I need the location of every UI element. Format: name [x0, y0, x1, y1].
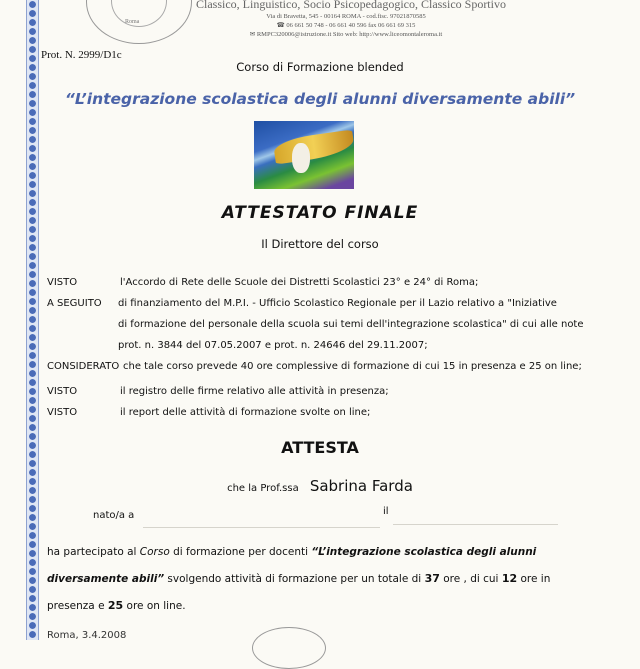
statement-text: presenza e [47, 600, 108, 612]
clause-key: A SEGUITO [47, 298, 102, 309]
school-email-web: ✉ RMPC320006@istruzione.it Sito web: http://www.liceomontaleroma.it [249, 31, 443, 38]
letterhead [196, 0, 506, 39]
person-name: Sabrina Farda [309, 477, 413, 495]
clause-text: che tale corso prevede 40 ore complessive di formazione di cui 15 in presenza e 25 on line; [123, 361, 582, 372]
clause-key: VISTO [47, 277, 78, 288]
birthdate-field [393, 524, 558, 525]
presence-hours: 12 [501, 572, 518, 585]
course-title: “L’integrazione scolastica degli alunni diversamente abili” [64, 90, 576, 108]
official-stamp [252, 627, 326, 669]
clause-key: VISTO [47, 407, 78, 418]
statement-text: ore on line. [123, 600, 186, 612]
attest-prefix: che la Prof.ssa [227, 483, 299, 494]
statement-line-2 [47, 572, 567, 585]
school-address: Via di Bravetta, 545 - 00164 ROMA - cod.fisc. 97021870585 [266, 13, 426, 20]
clause-text: prot. n. 3844 del 07.05.2007 e prot. n. 24646 del 29.11.2007; [118, 340, 428, 351]
statement-course-title: diversamente abili” [47, 573, 165, 585]
seal-city: Roma [125, 19, 140, 25]
statement-line-1 [47, 546, 567, 558]
course-illustration [254, 121, 354, 189]
place-date: Roma, 3.4.2008 [47, 630, 127, 641]
clause-key: VISTO [47, 386, 78, 397]
clause-text: di finanziamento del M.P.I. - Ufficio Scolastico Regionale per il Lazio relativo a "Iniziative [118, 298, 557, 309]
clause-text: il registro delle firme relativo alle attività in presenza; [120, 386, 389, 397]
statement-text: di formazione per docenti [169, 546, 312, 558]
director-label: Il Direttore del corso [261, 237, 379, 251]
birthdate-label: il [383, 506, 389, 517]
clause-text: l'Accordo di Rete delle Scuole dei Distretti Scolastici 23° e 24° di Roma; [120, 277, 479, 288]
school-phones: ☎ 06 661 50 748 - 06 661 40 596 fax 06 661 69 315 [276, 22, 416, 29]
illustration-face [292, 143, 310, 173]
statement-text: Corso [139, 546, 170, 558]
statement-text: ha partecipato al [47, 546, 140, 558]
statement-line-3 [47, 599, 567, 612]
illustration-hair [273, 130, 354, 165]
clause-key: CONSIDERATO [47, 361, 120, 372]
protocol-number: Prot. N. 2999/D1c [41, 49, 122, 61]
born-label: nato/a a [93, 510, 135, 521]
clause-text: il report delle attività di formazione svolte on line; [120, 407, 371, 418]
statement-text: ore , di cui [439, 573, 502, 585]
attesta-heading: ATTESTA [281, 438, 359, 457]
statement-text: svolgendo attività di formazione per un totale di [164, 573, 425, 585]
school-seal [86, 0, 192, 44]
statement-course-title: “L’integrazione scolastica degli alunni [311, 546, 537, 558]
course-type: Corso di Formazione blended [236, 60, 404, 74]
total-hours: 37 [424, 572, 440, 585]
clause-text: di formazione del personale della scuola sui temi dell'integrazione scolastica" di cui alle note [118, 319, 584, 330]
school-types: Classico, Linguistico, Socio Psicopedagogico, Classico Sportivo [196, 0, 506, 11]
online-hours: 25 [107, 599, 124, 612]
statement-text: ore in [517, 573, 551, 585]
birthplace-field [143, 527, 380, 528]
certificate-heading: ATTESTATO FINALE [221, 203, 419, 223]
attest-person [0, 476, 640, 495]
